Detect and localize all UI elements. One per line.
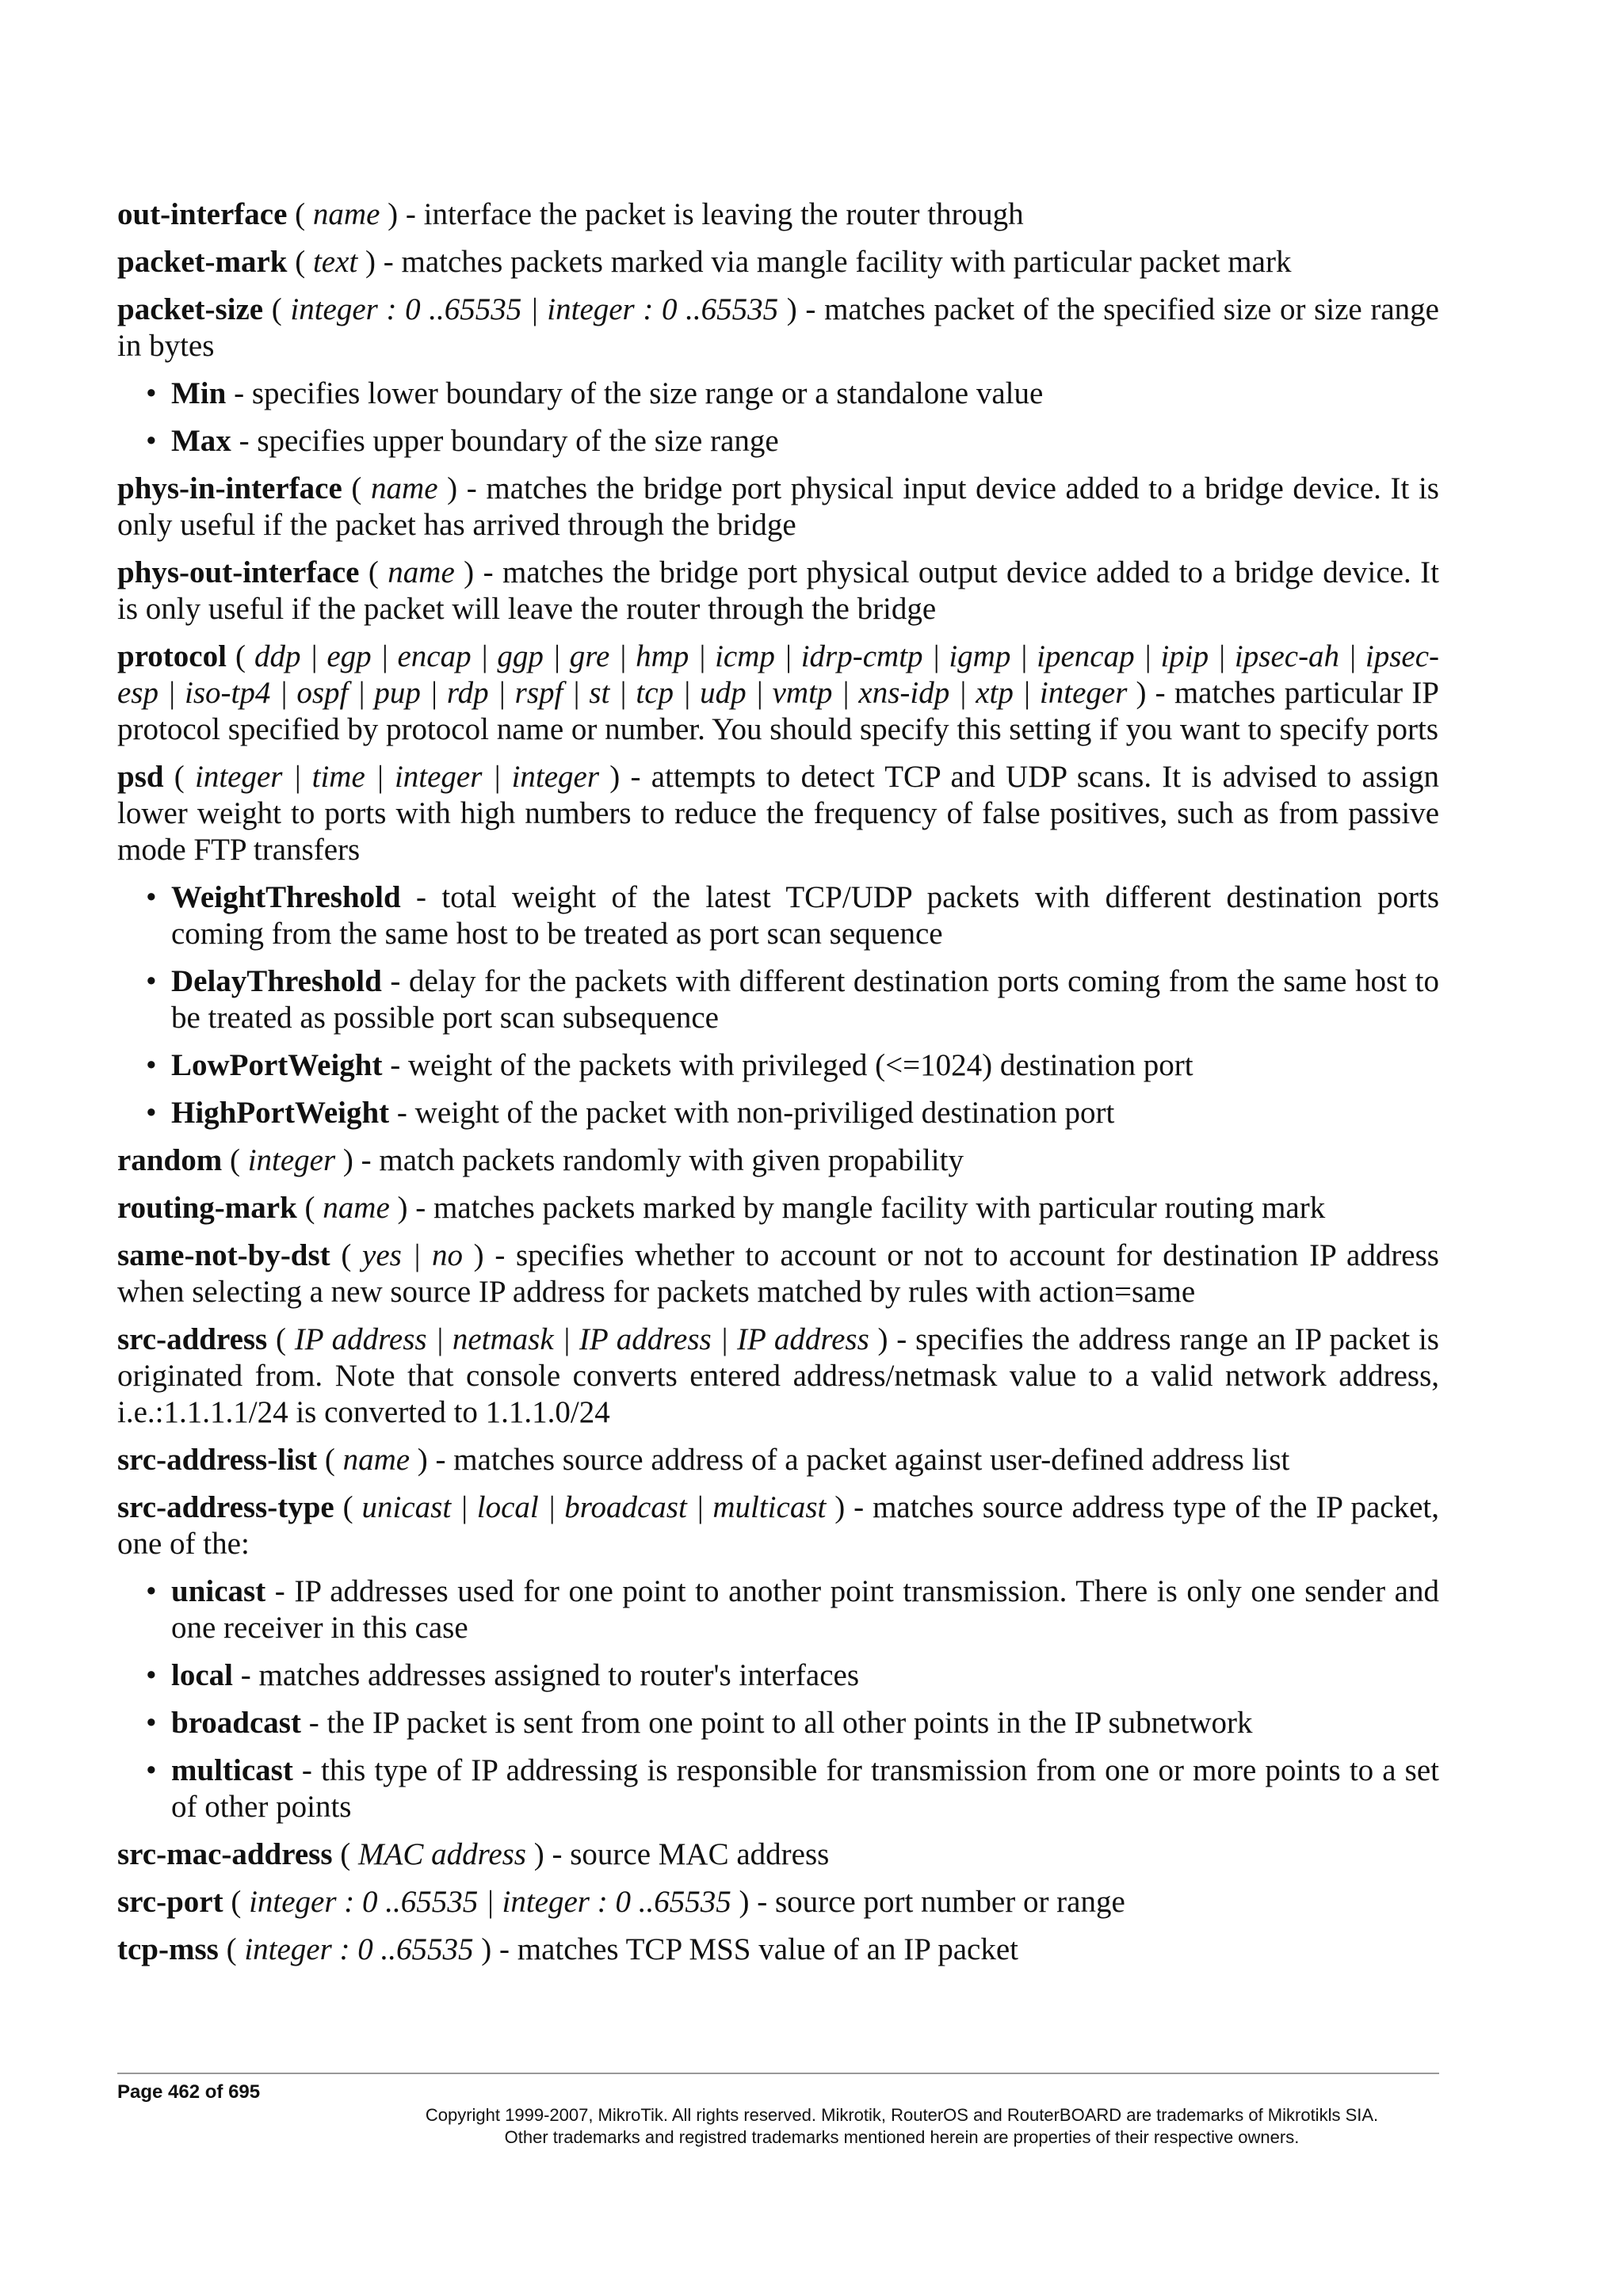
- entry-psd: psd ( integer | time | integer | integer ) - attempts to detect TCP and UDP scans. It is advised to assign lower weight to ports with high numbers to reduce the frequency of false positives, such as from passive mode FTP transfers: [117, 760, 1439, 867]
- term: random: [117, 1143, 223, 1177]
- list-item: • LowPortWeight - weight of the packets with privileged (<=1024) destination port: [146, 1048, 1193, 1082]
- description: matches packets marked via mangle facility with particular packet mark: [401, 245, 1292, 279]
- description: matches the bridge port physical output device added to a bridge device. It is only useful if the packet will leave the router through the bridge: [117, 555, 1439, 626]
- packet-size-options: [117, 376, 1439, 460]
- option-name: Max: [171, 424, 231, 458]
- term: phys-out-interface: [117, 555, 360, 589]
- list-item: • Min - specifies lower boundary of the size range or a standalone value: [146, 376, 1044, 410]
- signature: integer : 0 ..65535 | integer : 0 ..65535: [249, 1885, 731, 1919]
- option-name: WeightThreshold: [171, 880, 401, 914]
- list-item: • HighPortWeight - weight of the packet with non-priviliged destination port: [146, 1096, 1115, 1130]
- term: psd: [117, 760, 164, 794]
- description: specifies the address range an IP packet is originated from. Note that console converts entered address/netmask value to a valid network address, i.e.:1.1.1.1/24 is converted to 1.1.1.0/24: [117, 1322, 1439, 1429]
- entry-out-interface: out-interface ( name ) - interface the packet is leaving the router through: [117, 197, 1024, 231]
- signature: name: [388, 555, 455, 589]
- term: protocol: [117, 639, 227, 673]
- bullet-icon: •: [146, 1658, 157, 1692]
- entry-same-not-by-dst: same-not-by-dst ( yes | no ) - specifies whether to account or not to account for destination IP address when selecting a new source IP address for packets matched by rules with action=same: [117, 1238, 1439, 1309]
- description: attempts to detect TCP and UDP scans. It is advised to assign lower weight to ports with high numbers to reduce the frequency of false positives, such as from passive mode FTP transfers: [117, 760, 1439, 867]
- option-text: total weight of the latest TCP/UDP packets with different destination ports coming from the same host to be treated as port scan sequence: [171, 880, 1439, 951]
- entry-routing-mark: routing-mark ( name ) - matches packets marked by mangle facility with particular routing mark: [117, 1191, 1326, 1225]
- signature: name: [312, 197, 380, 231]
- description: matches packets marked by mangle facility with particular routing mark: [433, 1191, 1326, 1225]
- option-text: specifies lower boundary of the size range or a standalone value: [251, 376, 1044, 410]
- option-name: DelayThreshold: [171, 964, 382, 998]
- list-item: • WeightThreshold - total weight of the latest TCP/UDP packets with different destination ports coming from the same host to be treated as port scan sequence: [146, 880, 1439, 951]
- psd-options: [117, 879, 1439, 1131]
- option-text: weight of the packets with privileged (<=1024) destination port: [407, 1048, 1193, 1082]
- entry-protocol: protocol ( ddp | egp | encap | ggp | gre | hmp | icmp | idrp-cmtp | igmp | ipencap | ipip | ipsec-ah | ipsec-esp | iso-tp4 | ospf | pup | rdp | rspf | st | tcp | udp | vmtp | xns-idp | xtp | integer ) - matches particular IP protocol specified by protocol name or number. You should specify this setting if you want to specify ports: [117, 639, 1439, 746]
- term: out-interface: [117, 197, 288, 231]
- term: packet-mark: [117, 245, 288, 279]
- signature: IP address | netmask | IP address | IP address: [294, 1322, 869, 1356]
- entry-random: random ( integer ) - match packets randomly with given propability: [117, 1143, 964, 1177]
- option-text: IP addresses used for one point to another point transmission. There is only one sender and one receiver in this case: [171, 1574, 1439, 1645]
- signature: name: [342, 1443, 411, 1477]
- term: same-not-by-dst: [117, 1238, 330, 1272]
- option-name: broadcast: [171, 1706, 301, 1740]
- description: matches packet of the specified size or size range in bytes: [117, 292, 1439, 363]
- description: matches source address type of the IP packet, one of the:: [117, 1490, 1439, 1561]
- list-item: • unicast - IP addresses used for one point to another point transmission. There is only one sender and one receiver in this case: [146, 1574, 1439, 1645]
- term: tcp-mss: [117, 1932, 219, 1966]
- bullet-icon: •: [146, 1048, 157, 1082]
- option-name: unicast: [171, 1574, 266, 1608]
- signature: MAC address: [358, 1837, 526, 1871]
- page-footer: [117, 2073, 1439, 2149]
- list-item: • local - matches addresses assigned to router's interfaces: [146, 1658, 859, 1692]
- signature: integer: [247, 1143, 336, 1177]
- signature: integer : 0 ..65535 | integer : 0 ..65535: [290, 292, 779, 326]
- bullet-icon: •: [146, 964, 157, 998]
- description: source port number or range: [774, 1885, 1125, 1919]
- entry-phys-out-interface: phys-out-interface ( name ) - matches the bridge port physical output device added to a bridge device. It is only useful if the packet will leave the router through the bridge: [117, 555, 1439, 626]
- option-name: multicast: [171, 1753, 293, 1787]
- list-item: • broadcast - the IP packet is sent from one point to all other points in the IP subnetwork: [146, 1706, 1253, 1740]
- term: src-address: [117, 1322, 268, 1356]
- entry-packet-size: packet-size ( integer : 0 ..65535 | integer : 0 ..65535 ) - matches packet of the specified size or size range in bytes: [117, 292, 1439, 363]
- term: packet-size: [117, 292, 264, 326]
- list-item: • Max - specifies upper boundary of the size range: [146, 424, 779, 458]
- signature: integer | time | integer | integer: [195, 760, 600, 794]
- signature: name: [323, 1191, 390, 1225]
- footer-divider: [117, 2073, 1439, 2074]
- signature: name: [371, 471, 438, 505]
- bullet-icon: •: [146, 1706, 157, 1740]
- description: matches source address of a packet against user-defined address list: [453, 1443, 1290, 1477]
- page-number: Page 462 of 695: [117, 2081, 261, 2103]
- copyright-notice: Copyright 1999-2007, MikroTik. All rights reserved. Mikrotik, RouterOS and RouterBOARD are trademarks of Mikrotikls SIA.: [425, 2105, 1379, 2125]
- signature: yes | no: [362, 1238, 463, 1272]
- entry-phys-in-interface: phys-in-interface ( name ) - matches the bridge port physical input device added to a bridge device. It is only useful if the packet has arrived through the bridge: [117, 471, 1439, 542]
- bullet-icon: •: [146, 424, 157, 458]
- option-text: matches addresses assigned to router's interfaces: [258, 1658, 859, 1692]
- description: interface the packet is leaving the router through: [423, 197, 1024, 231]
- document-body: [117, 196, 1439, 1979]
- option-name: local: [171, 1658, 233, 1692]
- description: source MAC address: [570, 1837, 830, 1871]
- entry-src-address-list: src-address-list ( name ) - matches source address of a packet against user-defined address list: [117, 1443, 1290, 1477]
- bullet-icon: •: [146, 1574, 157, 1608]
- trademark-notice: Other trademarks and registred trademarks mentioned herein are properties of their respective owners.: [504, 2127, 1300, 2147]
- description: matches TCP MSS value of an IP packet: [517, 1932, 1018, 1966]
- option-text: the IP packet is sent from one point to all other points in the IP subnetwork: [327, 1706, 1253, 1740]
- signature: text: [312, 245, 358, 279]
- term: src-mac-address: [117, 1837, 333, 1871]
- entry-tcp-mss: tcp-mss ( integer : 0 ..65535 ) - matches TCP MSS value of an IP packet: [117, 1932, 1018, 1966]
- description: matches the bridge port physical input device added to a bridge device. It is only useful if the packet has arrived through the bridge: [117, 471, 1439, 542]
- bullet-icon: •: [146, 376, 157, 410]
- term: routing-mark: [117, 1191, 297, 1225]
- term: phys-in-interface: [117, 471, 342, 505]
- entry-packet-mark: packet-mark ( text ) - matches packets marked via mangle facility with particular packet mark: [117, 245, 1292, 279]
- option-name: LowPortWeight: [171, 1048, 383, 1082]
- description: match packets randomly with given propability: [379, 1143, 964, 1177]
- term: src-port: [117, 1885, 223, 1919]
- bullet-icon: •: [146, 1096, 157, 1130]
- entry-src-address: src-address ( IP address | netmask | IP address | IP address ) - specifies the address range an IP packet is originated from. Note that console converts entered address/netmask value to a valid network address, i.e.:1.1.1.1/24 is converted to 1.1.1.0/24: [117, 1322, 1439, 1429]
- description: specifies whether to account or not to account for destination IP address when selecting a new source IP address for packets matched by rules with action=same: [117, 1238, 1439, 1309]
- bullet-icon: •: [146, 880, 157, 914]
- entry-src-mac-address: src-mac-address ( MAC address ) - source MAC address: [117, 1837, 830, 1871]
- list-item: • multicast - this type of IP addressing is responsible for transmission from one or more points to a set of other points: [146, 1753, 1439, 1824]
- src-address-type-options: [117, 1573, 1439, 1825]
- bullet-icon: •: [146, 1753, 157, 1787]
- signature: ddp | egp | encap | ggp | gre | hmp | icmp | idrp-cmtp | igmp | ipencap | ipip | ipsec-ah | ipsec-esp | iso-tp4 | ospf | pup | rdp | rspf | st | tcp | udp | vmtp | xns-idp | xtp | integer: [117, 639, 1439, 710]
- signature: integer : 0 ..65535: [244, 1932, 474, 1966]
- option-text: specifies upper boundary of the size range: [257, 424, 779, 458]
- entry-src-address-type: src-address-type ( unicast | local | broadcast | multicast ) - matches source address type of the IP packet, one of the:: [117, 1490, 1439, 1561]
- term: src-address-list: [117, 1443, 318, 1477]
- entry-src-port: src-port ( integer : 0 ..65535 | integer : 0 ..65535 ) - source port number or range: [117, 1885, 1125, 1919]
- option-text: weight of the packet with non-priviliged destination port: [414, 1096, 1115, 1130]
- signature: unicast | local | broadcast | multicast: [361, 1490, 827, 1524]
- option-name: Min: [171, 376, 227, 410]
- option-name: HighPortWeight: [171, 1096, 390, 1130]
- list-item: • DelayThreshold - delay for the packets with different destination ports coming from the same host to be treated as possible port scan subsequence: [146, 964, 1439, 1035]
- description: matches particular IP protocol specified by protocol name or number. You should specify this setting if you want to specify ports: [117, 676, 1439, 746]
- option-text: this type of IP addressing is responsible for transmission from one or more points to a set of other points: [171, 1753, 1439, 1824]
- term: src-address-type: [117, 1490, 334, 1524]
- option-text: delay for the packets with different destination ports coming from the same host to be treated as possible port scan subsequence: [171, 964, 1439, 1035]
